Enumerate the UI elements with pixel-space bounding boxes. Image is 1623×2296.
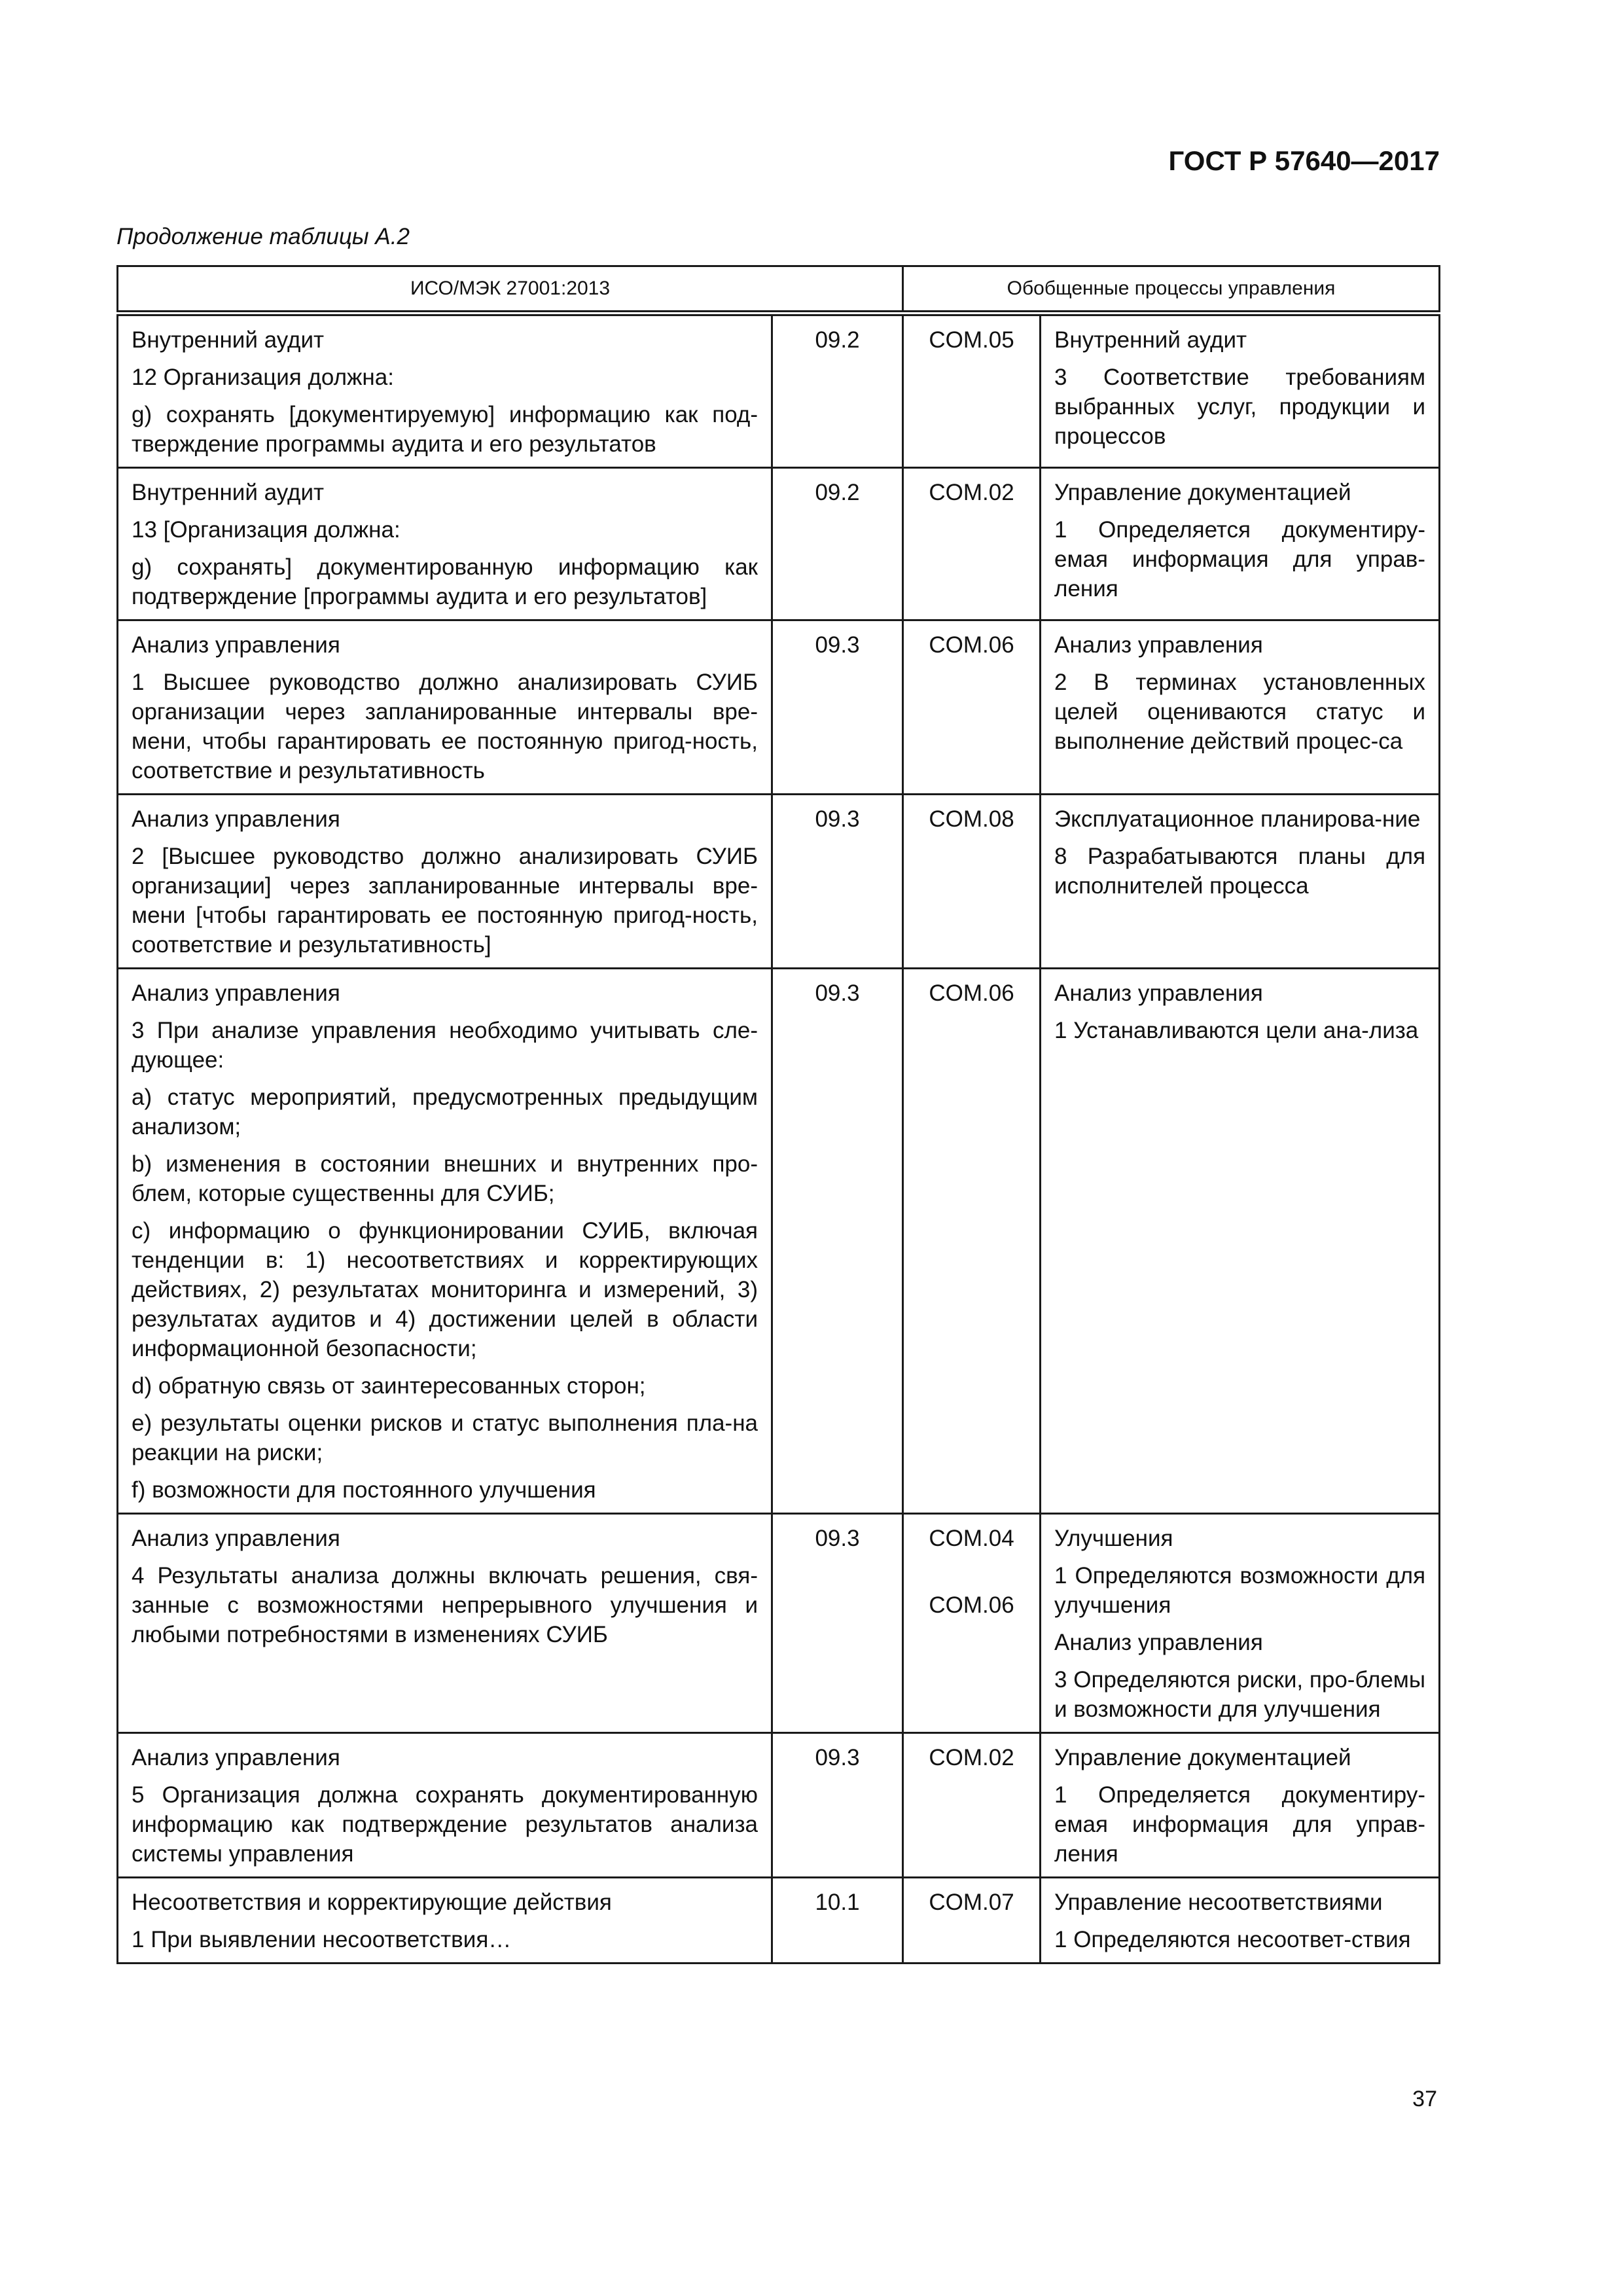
- iso-requirement-cell: [118, 314, 772, 468]
- page-number: 37: [1412, 2087, 1437, 2111]
- process-code-cell: [903, 620, 1041, 795]
- iso-section-title: Анализ управления: [132, 632, 340, 658]
- process-code-cell: [903, 795, 1041, 969]
- table-row: [118, 468, 1440, 620]
- header-iso: ИСО/МЭК 27001:2013: [118, 266, 903, 314]
- process-code: COM.05: [929, 327, 1014, 353]
- process-title: Улучшения: [1054, 1526, 1173, 1551]
- iso-requirement-text: 1 При выявлении несоответствия…: [132, 1927, 512, 1952]
- iso-requirement-text: 12 Организация должна:: [132, 365, 394, 390]
- iso-section-title: Анализ управления: [132, 1526, 340, 1551]
- clause-number-cell: 10.1: [772, 1878, 903, 1964]
- iso-requirement-cell: [118, 1733, 772, 1878]
- iso-requirement-text: g) сохранять [документируемую] информацию как под-тверждение программы аудита и его результатов: [132, 402, 758, 457]
- process-title: Управление несоответствиями: [1054, 1890, 1383, 1915]
- process-code-cell: [903, 1733, 1041, 1878]
- document-code: ГОСТ Р 57640—2017: [1168, 145, 1440, 176]
- table-row: [118, 620, 1440, 795]
- process-code: COM.06: [929, 980, 1014, 1006]
- process-code: COM.02: [929, 1745, 1014, 1770]
- table-row: [118, 969, 1440, 1514]
- mapping-table: [116, 265, 1440, 1964]
- process-text: 1 Определяется документиру-емая информация для управ-ления: [1054, 517, 1426, 601]
- process-code: COM.06: [929, 1592, 1014, 1618]
- iso-requirement-text: b) изменения в состоянии внешних и внутренних про-блем, которые существенны для СУИБ;: [132, 1151, 758, 1206]
- process-description-cell: [1041, 969, 1440, 1514]
- process-text: 1 Устанавливаются цели ана-лиза: [1054, 1018, 1419, 1043]
- clause-number-cell: 09.2: [772, 314, 903, 468]
- process-text: 1 Определяется документиру-емая информация для управ-ления: [1054, 1782, 1426, 1867]
- iso-section-title: Несоответствия и корректирующие действия: [132, 1890, 612, 1915]
- iso-requirement-cell: [118, 1878, 772, 1964]
- process-description-cell: [1041, 620, 1440, 795]
- process-description-cell: [1041, 1514, 1440, 1733]
- iso-requirement-cell: [118, 1514, 772, 1733]
- process-title: Анализ управления: [1054, 980, 1263, 1006]
- clause-number-cell: 09.3: [772, 969, 903, 1514]
- process-text: 3 Определяются риски, про-блемы и возможности для улучшения: [1054, 1667, 1426, 1722]
- iso-requirement-text: 1 Высшее руководство должно анализировать СУИБ организации через запланированные интервалы вре-мени, чтобы гарантировать ее постоянную пригод-ность, соответствие и результативность: [132, 670, 758, 783]
- process-title: Эксплуатационное планирова-ние: [1054, 806, 1421, 832]
- iso-requirement-text: 3 При анализе управления необходимо учитывать сле-дующее:: [132, 1018, 758, 1073]
- iso-section-title: Анализ управления: [132, 1745, 340, 1770]
- iso-requirement-text: c) информацию о функционировании СУИБ, включая тенденции в: 1) несоответствиях и корректирующих действиях, 2) результатах мониторинга и измерений, 3) результатах аудитов и 4) достижении целей в области информационной безопасности;: [132, 1218, 758, 1361]
- clause-number-cell: 09.2: [772, 468, 903, 620]
- clause-number-cell: 09.3: [772, 1733, 903, 1878]
- process-description-cell: [1041, 314, 1440, 468]
- process-code: COM.04: [929, 1526, 1014, 1551]
- clause-number-cell: 09.3: [772, 795, 903, 969]
- iso-requirement-text: a) статус мероприятий, предусмотренных предыдущим анализом;: [132, 1085, 758, 1139]
- iso-requirement-cell: [118, 620, 772, 795]
- process-code-cell: [903, 314, 1041, 468]
- code-spacer: [917, 1553, 1026, 1590]
- process-description-cell: [1041, 1733, 1440, 1878]
- process-code-cell: [903, 969, 1041, 1514]
- iso-requirement-text: g) сохранять] документированную информацию как подтверждение [программы аудита и его результатов]: [132, 554, 758, 609]
- process-title: Управление документацией: [1054, 480, 1351, 505]
- iso-section-title: Внутренний аудит: [132, 480, 325, 505]
- process-description-cell: [1041, 1878, 1440, 1964]
- process-description-cell: [1041, 795, 1440, 969]
- process-text: 3 Соответствие требованиям выбранных услуг, продукции и процессов: [1054, 365, 1426, 449]
- header-processes: Обобщенные процессы управления: [903, 266, 1440, 314]
- iso-requirement-cell: [118, 969, 772, 1514]
- iso-section-title: Анализ управления: [132, 980, 340, 1006]
- process-text: 1 Определяются несоответ-ствия: [1054, 1927, 1411, 1952]
- process-code: COM.07: [929, 1890, 1014, 1915]
- table-row: [118, 314, 1440, 468]
- table-row: [118, 1514, 1440, 1733]
- iso-requirement-cell: [118, 468, 772, 620]
- process-title: Анализ управления: [1054, 1630, 1263, 1655]
- iso-requirement-text: 5 Организация должна сохранять документированную информацию как подтверждение результатов анализа системы управления: [132, 1782, 758, 1867]
- iso-requirement-text: f) возможности для постоянного улучшения: [132, 1477, 596, 1503]
- iso-requirement-text: 4 Результаты анализа должны включать решения, свя-занные с возможностями непрерывного улучшения и любыми потребностями в изменениях СУИБ: [132, 1563, 758, 1647]
- table-row: [118, 1878, 1440, 1964]
- iso-section-title: Анализ управления: [132, 806, 340, 832]
- process-title: Внутренний аудит: [1054, 327, 1247, 353]
- process-text: 8 Разрабатываются планы для исполнителей процесса: [1054, 844, 1426, 899]
- process-text: 2 В терминах установленных целей оцениваются статус и выполнение действий процес-са: [1054, 670, 1426, 754]
- process-code-cell: [903, 1878, 1041, 1964]
- iso-section-title: Внутренний аудит: [132, 327, 325, 353]
- iso-requirement-text: 2 [Высшее руководство должно анализировать СУИБ организации] через запланированные интервалы вре-мени [чтобы гарантировать ее постоянную пригод-ность, соответствие и результативность]: [132, 844, 758, 958]
- table-header-row: [118, 266, 1440, 314]
- table-continuation-title: Продолжение таблицы А.2: [116, 224, 410, 249]
- process-code-cell: [903, 1514, 1041, 1733]
- process-title: Управление документацией: [1054, 1745, 1351, 1770]
- process-title: Анализ управления: [1054, 632, 1263, 658]
- iso-requirement-text: e) результаты оценки рисков и статус выполнения пла-на реакции на риски;: [132, 1410, 758, 1465]
- process-text: 1 Определяются возможности для улучшения: [1054, 1563, 1426, 1618]
- clause-number-cell: 09.3: [772, 620, 903, 795]
- process-description-cell: [1041, 468, 1440, 620]
- process-code: COM.08: [929, 806, 1014, 832]
- process-code-cell: [903, 468, 1041, 620]
- table-row: [118, 795, 1440, 969]
- process-code: COM.06: [929, 632, 1014, 658]
- table-row: [118, 1733, 1440, 1878]
- clause-number-cell: 09.3: [772, 1514, 903, 1733]
- iso-requirement-text: 13 [Организация должна:: [132, 517, 401, 543]
- process-code: COM.02: [929, 480, 1014, 505]
- iso-requirement-text: d) обратную связь от заинтересованных сторон;: [132, 1373, 646, 1399]
- iso-requirement-cell: [118, 795, 772, 969]
